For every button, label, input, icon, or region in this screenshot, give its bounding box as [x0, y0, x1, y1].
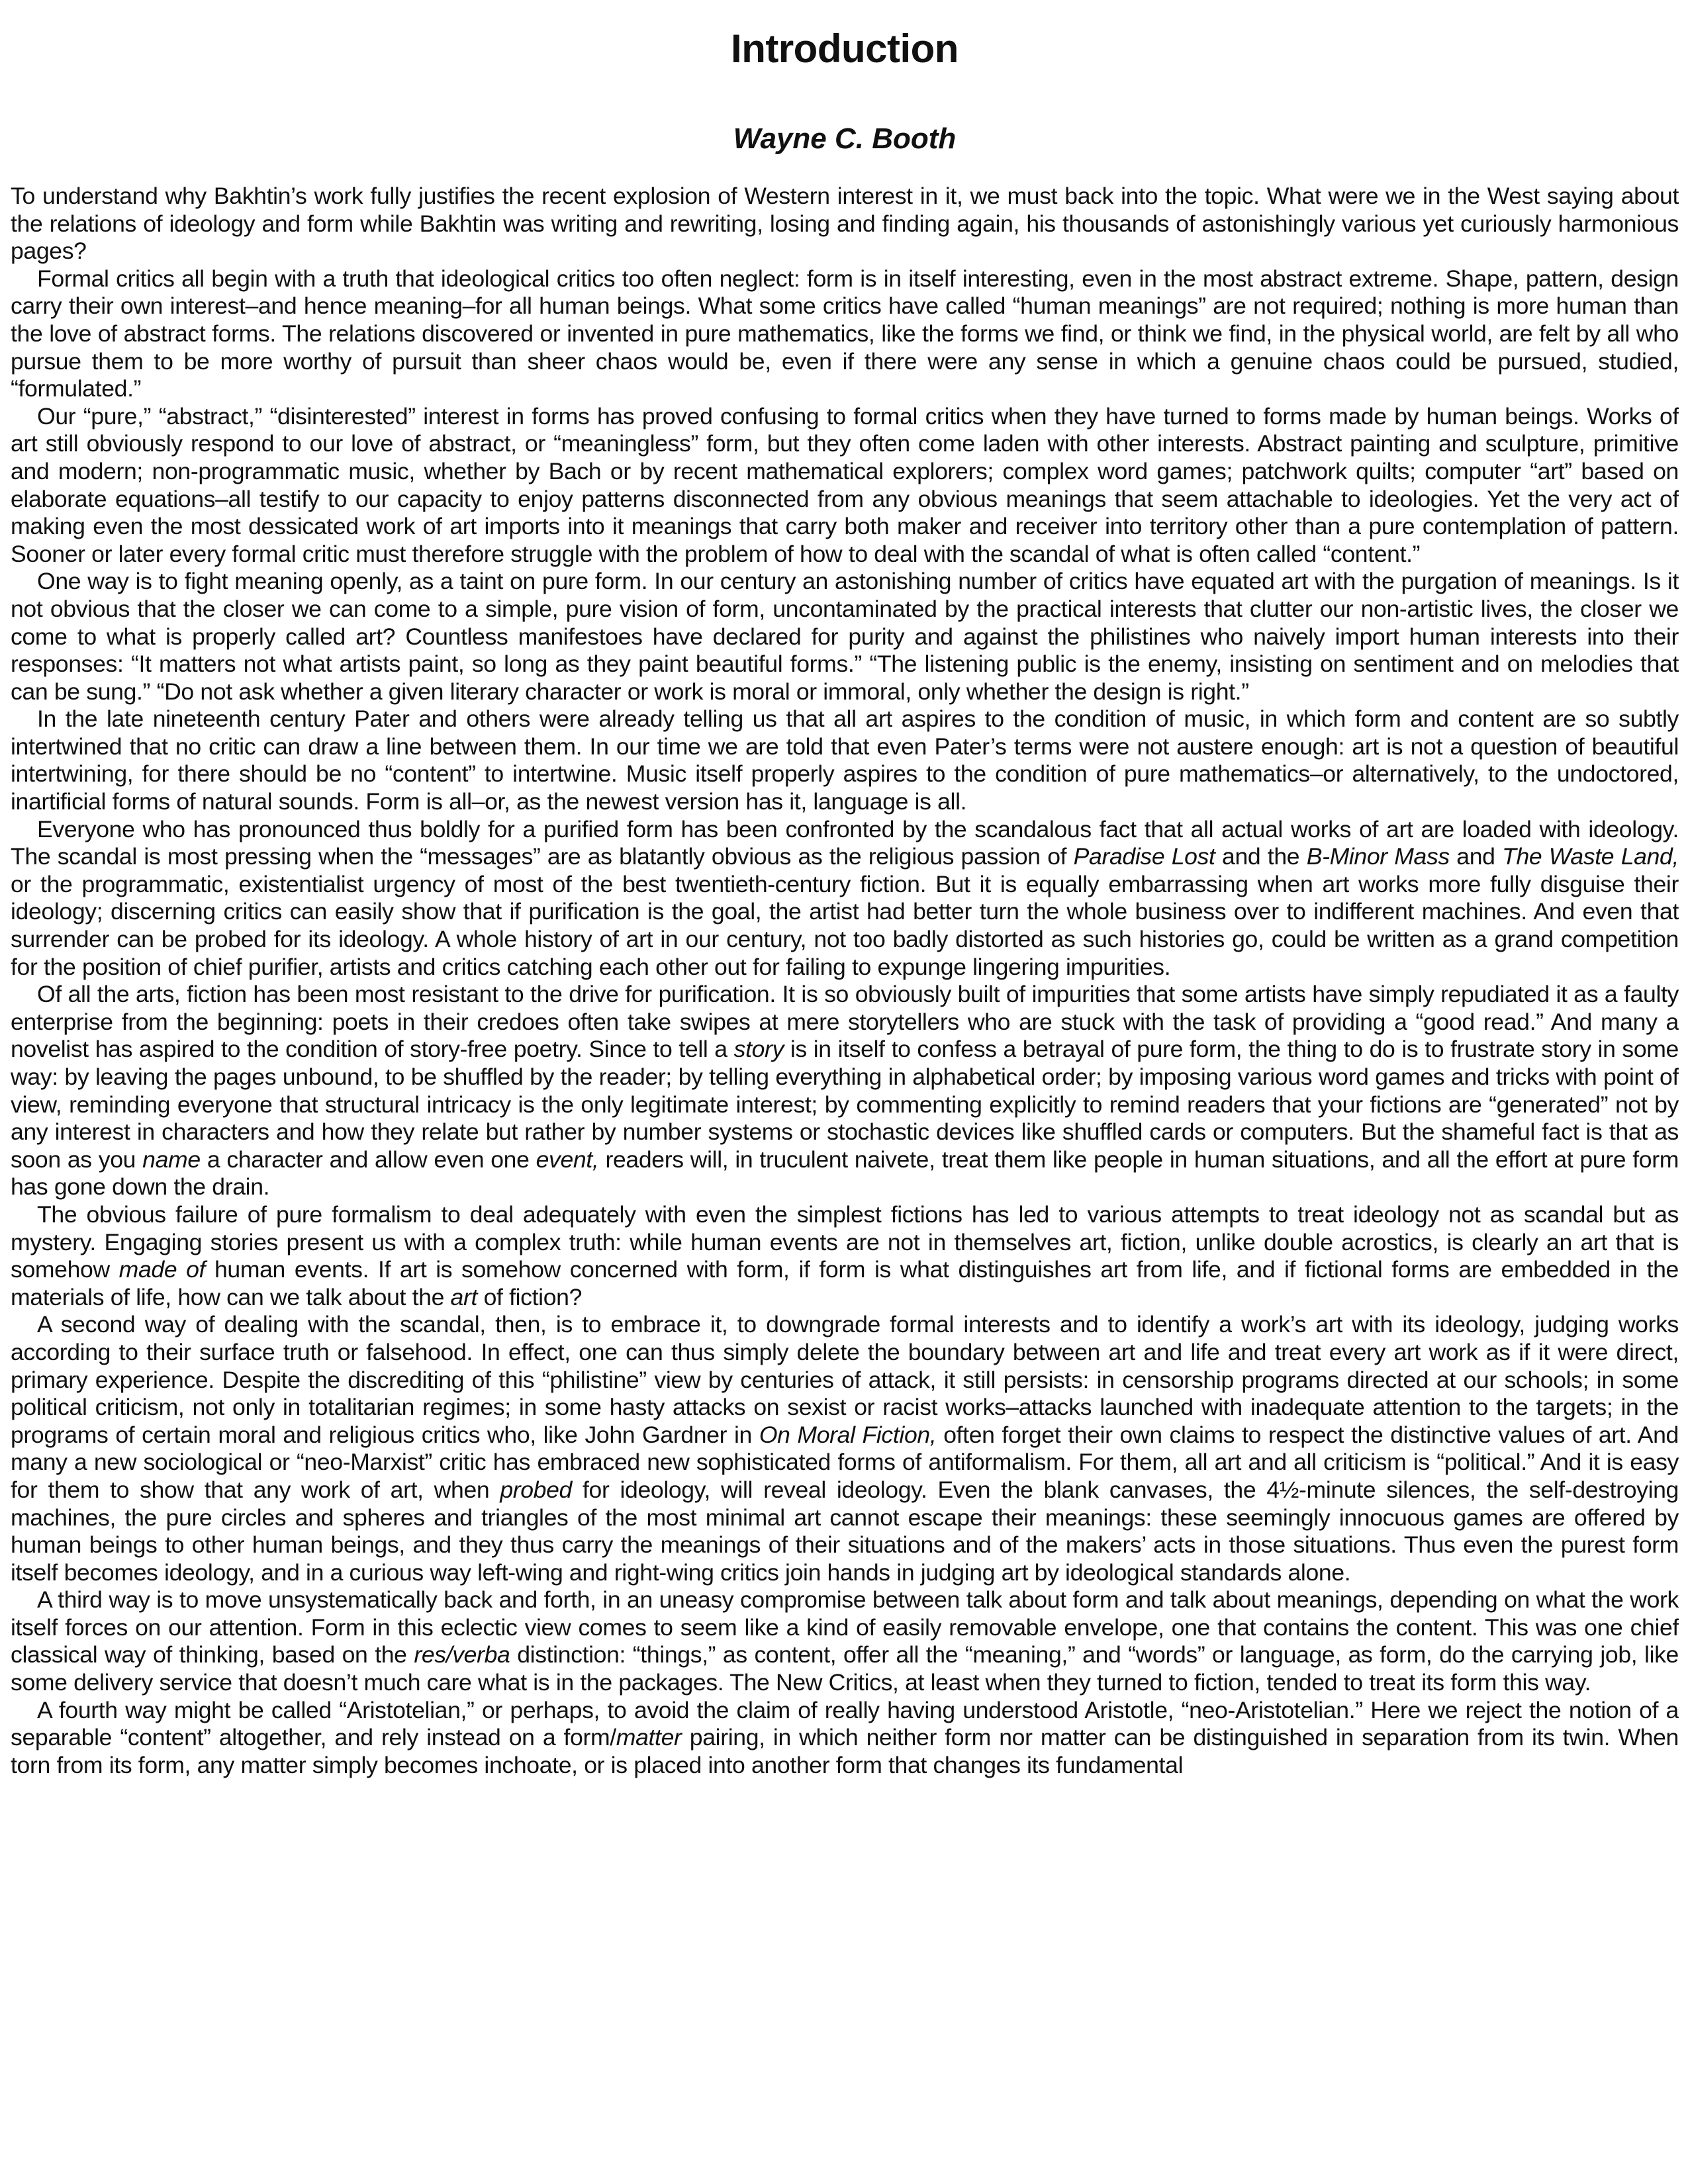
page-title: Introduction — [731, 26, 959, 71]
text-run: To understand why Bakhtin’s work fully justifies the recent explosion of Western interest in it, we must back into the topic. What were we in the West saying about the relations of ideology and form while Bakhtin was writing and rewriting, losing and finding again, his thousands of astonishingly various yet curiously harmonious pages? — [11, 183, 1679, 265]
text-run: often forget their own claims to respect the distinctive values of art. And many a new sociological or “neo-Marxist” critic has embraced new sophisticated forms of antiformalism. For them, all art and all criticism is “political.” And it is easy for them to show that any work of art, when — [11, 1421, 1679, 1503]
italic-text: story — [733, 1036, 784, 1063]
text-run: A third way is to move unsystematically back and forth, in an uneasy compromise between talk about form and talk about meanings, depending on what the work itself forces on our attention. Form in this eclectic view comes to seem like a kind of easily removable envelope, one that contains the content. This was one chief classical way of thinking, based on the — [11, 1586, 1679, 1668]
paragraph — [11, 816, 1679, 981]
italic-text: art — [450, 1283, 478, 1310]
italic-text: probed — [500, 1476, 572, 1503]
italic-text: B-Minor Mass — [1306, 843, 1450, 870]
document-page — [11, 0, 1679, 2184]
text-run: a character and allow even one — [200, 1146, 536, 1173]
italic-text: matter — [616, 1724, 682, 1751]
text-run: Everyone who has pronounced thus boldly for a purified form has been confronted by the scandalous fact that all actual works of art are loaded with ideology. The scandal is most pressing when the “messages” are as blatantly obvious as the religious passion of — [11, 815, 1679, 870]
text-run: Our “pure,” “abstract,” “disinterested” interest in forms has proved confusing to formal critics when they have turned to forms made by human beings. Works of art still obviously respond to our love of abstract, or “meaningless” form, but they often come laden with other interests. Abstract painting and sculpture, primitive and modern; non-programmatic music, whether by Bach or by recent mathematical explorers; complex word games; patchwork quilts; computer “art” based on elaborate equations–all testify to our capacity to enjoy patterns disconnected from any obvious meanings that seem attachable to ideologies. Yet the very act of making even the most dessicated work of art imports into it meanings that carry both maker and receiver into territory other than a pure contemplation of pattern. Sooner or later every formal critic must therefore struggle with the problem of how to deal with the scandal of what is often called “content.” — [11, 402, 1679, 567]
text-run: of fiction? — [477, 1283, 583, 1310]
text-run: Of all the arts, fiction has been most resistant to the drive for purification. It is so obviously built of impurities that some artists have simply repudiated it as a faulty enterprise from the beginning: poets in their credoes often take swipes at mere storytellers who are stuck with the task of providing a “good read.” And many a novelist has aspired to the condition of story-free poetry. Since to tell a — [11, 981, 1679, 1063]
text-run: and the — [1215, 843, 1307, 870]
paragraph — [11, 568, 1679, 705]
paragraph — [11, 403, 1679, 569]
italic-text: made of — [118, 1256, 206, 1283]
text-run: One way is to fight meaning openly, as a taint on pure form. In our century an astonishing number of critics have equated art with the purgation of meanings. Is it not obvious that the closer we can come to a simple, pure vision of form, uncontaminated by the practical interests that clutter our non-artistic lives, the closer we come to what is properly called art? Countless manifestoes have declared for purity and against the philistines who naively import human interests into their responses: “It matters not what artists paint, so long as they paint beautiful forms.” “The listening public is the enemy, insisting on sentiment and on melodies that can be sung.” “Do not ask whether a given literary character or work is moral or immoral, only whether the design is right.” — [11, 568, 1679, 705]
text-run: In the late nineteenth century Pater and others were already telling us that all art aspires to the condition of music, in which form and content are so subtly intertwined that no critic can draw a line between them. In our time we are told that even Pater’s terms were not austere enough: art is not a question of beautiful intertwining, for there should be no “content” to intertwine. Music itself properly aspires to the condition of pure mathematics–or alternatively, to the undoctored, inartificial forms of natural sounds. Form is all–or, as the newest version has it, language is all. — [11, 705, 1679, 815]
italic-text: The Waste Land, — [1502, 843, 1679, 870]
italic-text: On Moral Fiction, — [759, 1421, 937, 1448]
body-text — [11, 183, 1679, 1779]
italic-text: name — [142, 1146, 201, 1173]
text-run: is in itself to confess a betrayal of pure form, the thing to do is to frustrate story in some way: by leaving the pages unbound, to be shuffled by the reader; by telling everything in alphabetical order; by imposing various word games and tricks with point of view, reminding everyone that structural intricacy is the only legitimate interest; by commenting explicitly to remind readers that your fictions are “generated” not by any interest in characters and how they relate but rather by number systems or stochastic devices like shuffled cards or computers. But the shameful fact is that as soon as you — [11, 1036, 1679, 1173]
paragraph — [11, 265, 1679, 403]
text-run: The obvious failure of pure formalism to deal adequately with even the simplest fictions has led to various attempts to treat ideology not as scandal but as mystery. Engaging stories present us with a complex truth: while human events are not in themselves art, fiction, unlike double acrostics, is clearly an art that is somehow — [11, 1201, 1679, 1283]
paragraph — [11, 1697, 1679, 1780]
italic-text: event, — [536, 1146, 599, 1173]
paragraph — [11, 1311, 1679, 1586]
paragraph — [11, 981, 1679, 1201]
italic-text: Paradise Lost — [1073, 843, 1215, 870]
paragraph — [11, 1201, 1679, 1311]
text-run: readers will, in truculent naivete, treat them like people in human situations, and all the effort at pure form has gone down the drain. — [11, 1146, 1679, 1201]
author-name: Wayne C. Booth — [733, 122, 957, 155]
text-run: A second way of dealing with the scandal, then, is to embrace it, to downgrade formal interests and to identify a work’s art with its ideology, judging works according to their surface truth or falsehood. In effect, one can thus simply delete the boundary between art and life and treat every art work as if it were direct, primary experience. Despite the discrediting of this “philistine” view by centuries of attack, it still persists: in censorship programs directed at our schools; in some political criticism, not only in totalitarian regimes; in some hasty attacks on sexist or racist works–attacks launched with inadequate attention to the targets; in the programs of certain moral and religious critics who, like John Gardner in — [11, 1311, 1679, 1448]
text-run: A fourth way might be called “Aristotelian,” or perhaps, to avoid the claim of really having understood Aristotle, “neo-Aristotelian.” Here we reject the notion of a separable “content” altogether, and rely instead on a form/ — [11, 1696, 1679, 1751]
paragraph — [11, 705, 1679, 815]
text-run: or the programmatic, existentialist urgency of most of the best twentieth-century fiction. But it is equally embarrassing when art works more fully disguise their ideology; discerning critics can easily show that if purification is the goal, the artist had better turn the whole business over to indifferent machines. And even that surrender can be probed for its ideology. A whole history of art in our century, not too badly distorted as such histories go, could be written as a grand competition for the position of chief purifier, artists and critics catching each other out for failing to expunge lingering impurities. — [11, 870, 1679, 980]
italic-text: res/verba — [414, 1641, 510, 1668]
text-run: for ideology, will reveal ideology. Even the blank canvases, the 4½-minute silences, the self-destroying machines, the pure circles and spheres and triangles of the most minimal art cannot escape their meanings: these seemingly innocuous games are offered by human beings to other human beings, and they thus carry the meanings of their situations and of the makers’ acts in those situations. Thus even the purest form itself becomes ideology, and in a curious way left-wing and right-wing critics join hands in judging art by ideological standards alone. — [11, 1476, 1679, 1586]
text-run: Formal critics all begin with a truth that ideological critics too often neglect: form is in itself interesting, even in the most abstract extreme. Shape, pattern, design carry their own interest–and hence meaning–for all human beings. What some critics have called “human meanings” are not required; nothing is more human than the love of abstract forms. The relations discovered or invented in pure mathematics, like the forms we find, or think we find, in the physical world, are felt by all who pursue them to be more worthy of pursuit than sheer chaos would be, even if there were any sense in which a genuine chaos could be pursued, studied, “formulated.” — [11, 265, 1679, 402]
paragraph — [11, 1586, 1679, 1696]
text-run: and — [1449, 843, 1503, 870]
paragraph — [11, 183, 1679, 265]
text-run: distinction: “things,” as content, offer all the “meaning,” and “words” or language, as form, do the carrying job, like some delivery service that doesn’t much care what is in the packages. The New Critics, at least when they turned to fiction, tended to treat its form this way. — [11, 1641, 1679, 1696]
text-run: pairing, in which neither form nor matter can be distinguished in separation from its twin. When torn from its form, any matter simply becomes inchoate, or is placed into another form that changes its fundamental — [11, 1724, 1679, 1778]
text-run: human events. If art is somehow concerned with form, if form is what distinguishes art from life, and if fictional forms are embedded in the materials of life, how can we talk about the — [11, 1256, 1679, 1310]
